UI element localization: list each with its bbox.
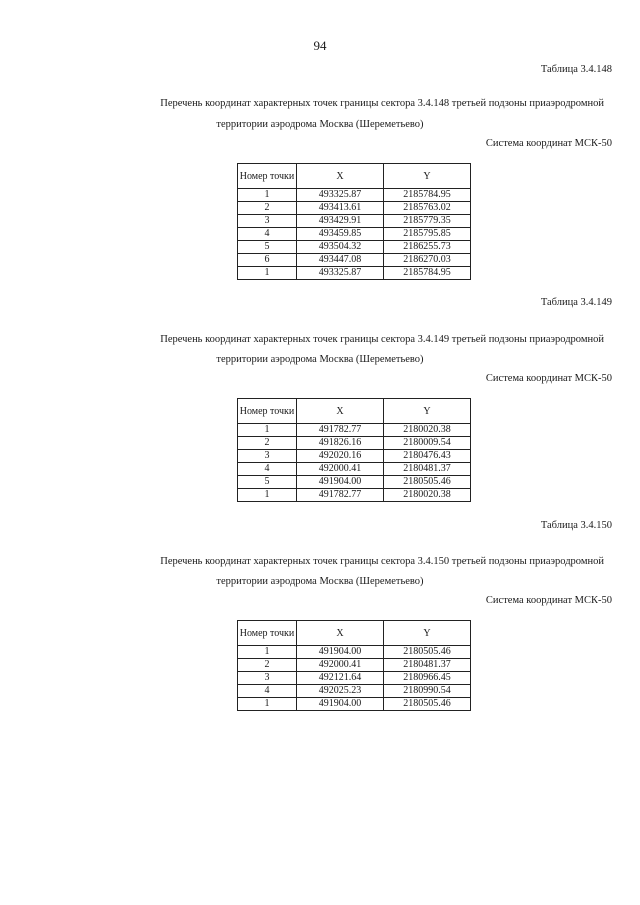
x-value: 492000.41 <box>297 659 384 672</box>
y-value: 2185784.95 <box>384 267 471 280</box>
table-label: Таблица 3.4.148 <box>540 64 612 75</box>
y-value: 2185779.35 <box>384 215 471 228</box>
table-row <box>238 202 471 215</box>
y-value: 2180009.54 <box>384 437 471 450</box>
x-value: 493325.87 <box>297 267 384 280</box>
header-point-number: Номер точки <box>238 621 297 646</box>
table-title-continued: территории аэродрома Москва (Шереметьево) <box>216 576 424 587</box>
coordinates-table <box>237 398 471 502</box>
x-value: 493504.32 <box>297 241 384 254</box>
x-value: 493447.08 <box>297 254 384 267</box>
x-value: 492121.64 <box>297 672 384 685</box>
point-number: 1 <box>238 267 297 280</box>
y-value: 2180505.46 <box>384 476 471 489</box>
table-row <box>238 659 471 672</box>
x-value: 491826.16 <box>297 437 384 450</box>
table-row <box>238 267 471 280</box>
x-value: 492025.23 <box>297 685 384 698</box>
header-y: Y <box>384 164 471 189</box>
point-number: 1 <box>238 489 297 502</box>
x-value: 493459.85 <box>297 228 384 241</box>
y-value: 2180020.38 <box>384 424 471 437</box>
point-number: 2 <box>238 659 297 672</box>
header-y: Y <box>384 621 471 646</box>
table-row <box>238 672 471 685</box>
table-row <box>238 476 471 489</box>
page-number: 94 <box>313 38 327 53</box>
point-number: 5 <box>238 476 297 489</box>
table-row <box>238 189 471 202</box>
table-row <box>238 685 471 698</box>
x-value: 491904.00 <box>297 646 384 659</box>
table-header-row <box>238 164 471 189</box>
coordinate-system-label: Система координат МСК-50 <box>485 595 612 606</box>
y-value: 2180505.46 <box>384 646 471 659</box>
header-x: X <box>297 399 384 424</box>
header-y: Y <box>384 399 471 424</box>
table-row <box>238 241 471 254</box>
x-value: 492020.16 <box>297 450 384 463</box>
table-title: Перечень координат характерных точек границы сектора 3.4.148 третьей подзоны приаэродромной <box>160 98 604 109</box>
y-value: 2180990.54 <box>384 685 471 698</box>
header-x: X <box>297 164 384 189</box>
header-point-number: Номер точки <box>238 399 297 424</box>
y-value: 2186270.03 <box>384 254 471 267</box>
point-number: 1 <box>238 646 297 659</box>
table-header-row <box>238 399 471 424</box>
table-row <box>238 450 471 463</box>
x-value: 491904.00 <box>297 476 384 489</box>
point-number: 2 <box>238 202 297 215</box>
y-value: 2180505.46 <box>384 698 471 711</box>
point-number: 2 <box>238 437 297 450</box>
point-number: 1 <box>238 424 297 437</box>
table-row <box>238 646 471 659</box>
table-label: Таблица 3.4.150 <box>540 520 612 531</box>
point-number: 4 <box>238 463 297 476</box>
point-number: 1 <box>238 698 297 711</box>
table-row <box>238 228 471 241</box>
table-row <box>238 698 471 711</box>
x-value: 491782.77 <box>297 489 384 502</box>
point-number: 3 <box>238 672 297 685</box>
y-value: 2185795.85 <box>384 228 471 241</box>
table-header-row <box>238 621 471 646</box>
coordinates-table <box>237 620 471 711</box>
y-value: 2180020.38 <box>384 489 471 502</box>
table-label: Таблица 3.4.149 <box>540 297 612 308</box>
x-value: 493325.87 <box>297 189 384 202</box>
x-value: 493429.91 <box>297 215 384 228</box>
y-value: 2180476.43 <box>384 450 471 463</box>
x-value: 493413.61 <box>297 202 384 215</box>
header-x: X <box>297 621 384 646</box>
table-row <box>238 215 471 228</box>
table-row <box>238 254 471 267</box>
coordinate-system-label: Система координат МСК-50 <box>485 138 612 149</box>
point-number: 4 <box>238 228 297 241</box>
table-row <box>238 424 471 437</box>
y-value: 2185784.95 <box>384 189 471 202</box>
x-value: 491782.77 <box>297 424 384 437</box>
y-value: 2180481.37 <box>384 659 471 672</box>
y-value: 2186255.73 <box>384 241 471 254</box>
point-number: 4 <box>238 685 297 698</box>
x-value: 491904.00 <box>297 698 384 711</box>
x-value: 492000.41 <box>297 463 384 476</box>
table-title-continued: территории аэродрома Москва (Шереметьево) <box>216 354 424 365</box>
coordinates-table <box>237 163 471 280</box>
point-number: 3 <box>238 450 297 463</box>
table-row <box>238 489 471 502</box>
point-number: 3 <box>238 215 297 228</box>
table-title: Перечень координат характерных точек границы сектора 3.4.150 третьей подзоны приаэродромной <box>160 556 604 567</box>
point-number: 6 <box>238 254 297 267</box>
header-point-number: Номер точки <box>238 164 297 189</box>
table-title: Перечень координат характерных точек границы сектора 3.4.149 третьей подзоны приаэродромной <box>160 334 604 345</box>
coordinate-system-label: Система координат МСК-50 <box>485 373 612 384</box>
table-row <box>238 437 471 450</box>
y-value: 2185763.02 <box>384 202 471 215</box>
table-row <box>238 463 471 476</box>
point-number: 5 <box>238 241 297 254</box>
y-value: 2180966.45 <box>384 672 471 685</box>
point-number: 1 <box>238 189 297 202</box>
table-title-continued: территории аэродрома Москва (Шереметьево) <box>216 119 424 130</box>
y-value: 2180481.37 <box>384 463 471 476</box>
